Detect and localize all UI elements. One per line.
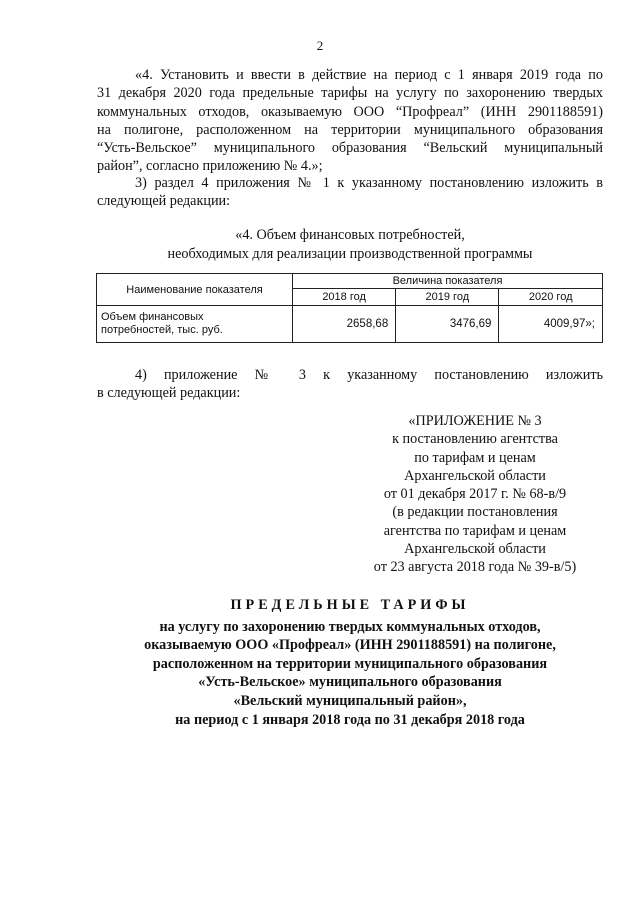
table-row [97,306,603,343]
text-line: 31 декабря 2020 года предельные тарифы на услугу по захоронению твердых [97,85,603,102]
text-line: 3) раздел 4 приложения № 1 к указанному постановлению изложить в [135,175,603,191]
tariff-title-line: на услугу по захоронению твердых коммунальных отходов, [159,618,541,635]
row-label-line: потребностей, тыс. руб. [101,324,223,336]
appendix-line: (в редакции постановления [392,504,558,521]
paragraph-section-4 [97,174,603,211]
table-title-line: «4. Объем финансовых потребностей, [235,227,465,243]
row-label-line: Объем финансовых [101,311,204,323]
tariff-heading: ПРЕДЕЛЬНЫЕ ТАРИФЫ [230,597,470,613]
appendix-header [340,412,610,577]
paragraph-tariff-clause [97,66,603,176]
appendix-line: Архангельской области [404,467,546,484]
page-number: 2 [316,38,324,53]
appendix-line: от 23 августа 2018 года № 39-в/5) [373,559,577,576]
text-line: район”, согласно приложению № 4.»; [97,158,323,175]
text-line: 4) приложение № 3 к указанному постановлению изложить [135,367,603,383]
appendix-line: от 01 декабря 2017 г. № 68-в/9 [383,486,567,503]
table-title-line: необходимых для реализации производственной программы [167,246,533,262]
table-cell: 2658,68 [293,306,396,343]
tariff-title-block [97,596,603,729]
text-line: на полигоне, расположенном на территории муниципального образования [97,121,603,138]
appendix-line: к постановлению агентства [392,431,558,448]
paragraph-appendix-3 [97,366,603,403]
column-group-header: Величина показателя [293,274,603,289]
appendix-line: «ПРИЛОЖЕНИЕ № 3 [408,413,542,429]
text-line: следующей редакции: [97,193,231,210]
tariff-title-line: оказываемую ООО «Профреал» (ИНН 2901188591) на полигоне, [144,637,556,654]
text-line: в следующей редакции: [97,385,241,402]
tariff-title-line: «Вельский муниципальный район», [233,692,467,709]
column-header-name: Наименование показателя [97,274,293,306]
tariff-title-line: на период с 1 января 2018 года по 31 декабря 2018 года [175,711,525,728]
text-line: “Усть-Вельское” муниципального образования “Вельский муниципальный [97,140,603,157]
table-title [97,226,603,264]
appendix-line: агентства по тарифам и ценам [383,522,567,539]
table-cell: 4009,97»; [499,306,603,343]
tariff-title-line: расположенном на территории муниципального образования [152,655,548,672]
appendix-line: по тарифам и ценам [414,449,536,466]
appendix-line: Архангельской области [404,541,546,558]
column-header-year: 2019 год [396,289,499,306]
table-cell: 3476,69 [396,306,499,343]
financial-needs-table [96,273,603,343]
column-header-year: 2018 год [293,289,396,306]
text-line: «4. Установить и ввести в действие на период с 1 января 2019 года по [135,67,603,83]
text-line: коммунальных отходов, оказываемую ООО “Профреал” (ИНН 2901188591) [97,103,603,120]
row-label [97,306,293,343]
tariff-title-line: «Усть-Вельское» муниципального образования [198,674,502,691]
column-header-year: 2020 год [499,289,603,306]
